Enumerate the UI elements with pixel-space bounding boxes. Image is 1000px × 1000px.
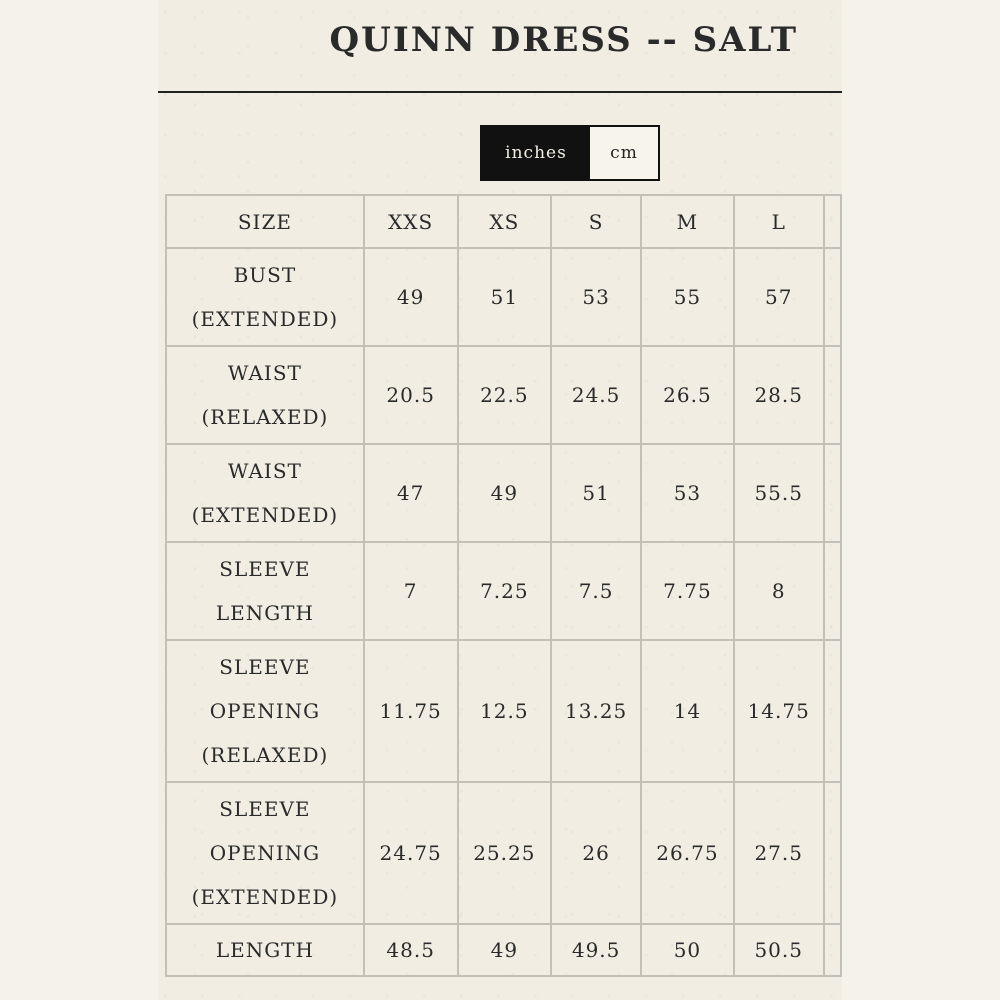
- table-row: [166, 542, 841, 640]
- table-cell: 24.5: [551, 346, 641, 444]
- table-cell: 11.75: [364, 640, 458, 782]
- overflow-cell: [824, 782, 841, 924]
- table-cell: 26.75: [641, 782, 734, 924]
- overflow-cell: [824, 542, 841, 640]
- table-cell: 50.5: [734, 924, 824, 976]
- table-cell: 7.25: [458, 542, 552, 640]
- row-label: [166, 640, 364, 782]
- table-cell: 51: [458, 248, 552, 346]
- table-row: [166, 640, 841, 782]
- size-table-container: [165, 194, 842, 977]
- table-cell: 13.25: [551, 640, 641, 782]
- overflow-cell: [824, 444, 841, 542]
- header-size-label: SIZE: [166, 195, 364, 248]
- table-row: [166, 248, 841, 346]
- table-cell: 55.5: [734, 444, 824, 542]
- table-cell: 49: [458, 924, 552, 976]
- row-label: [166, 444, 364, 542]
- row-label-line: OPENING: [209, 841, 321, 865]
- row-label: [166, 542, 364, 640]
- unit-inches-button[interactable]: inches: [482, 127, 590, 179]
- overflow-cell: [824, 640, 841, 782]
- row-label-line: (RELAXED): [201, 743, 329, 767]
- row-label-line: LENGTH: [215, 601, 314, 625]
- unit-cm-button[interactable]: cm: [590, 127, 658, 179]
- table-cell: 49: [364, 248, 458, 346]
- row-label-line: SLEEVE: [219, 557, 311, 581]
- row-label-line: SLEEVE: [219, 797, 311, 821]
- table-cell: 26: [551, 782, 641, 924]
- row-label-line: SLEEVE: [219, 655, 311, 679]
- table-cell: 14.75: [734, 640, 824, 782]
- row-label: [166, 924, 364, 976]
- size-chart-panel: [158, 0, 842, 1000]
- header-size-xxs: XXS: [364, 195, 458, 248]
- table-cell: 14: [641, 640, 734, 782]
- header-size-m: M: [641, 195, 734, 248]
- table-cell: 24.75: [364, 782, 458, 924]
- row-label-line: LENGTH: [215, 938, 314, 962]
- table-cell: 20.5: [364, 346, 458, 444]
- table-cell: 22.5: [458, 346, 552, 444]
- table-row: [166, 924, 841, 976]
- table-cell: 51: [551, 444, 641, 542]
- table-row: [166, 782, 841, 924]
- page-title: QUINN DRESS -- SALT: [329, 20, 798, 60]
- table-cell: 47: [364, 444, 458, 542]
- row-label-line: (EXTENDED): [191, 307, 339, 331]
- unit-toggle: [480, 125, 660, 181]
- header-size-l: L: [734, 195, 824, 248]
- overflow-cell: [824, 248, 841, 346]
- header-size-s: S: [551, 195, 641, 248]
- table-cell: 26.5: [641, 346, 734, 444]
- header-overflow-cell: [824, 195, 841, 248]
- table-cell: 7: [364, 542, 458, 640]
- table-cell: 27.5: [734, 782, 824, 924]
- row-label-line: (RELAXED): [201, 405, 329, 429]
- table-cell: 28.5: [734, 346, 824, 444]
- table-cell: 49.5: [551, 924, 641, 976]
- table-cell: 7.5: [551, 542, 641, 640]
- row-label-line: BUST: [233, 263, 297, 287]
- row-label: [166, 346, 364, 444]
- table-cell: 49: [458, 444, 552, 542]
- overflow-cell: [824, 346, 841, 444]
- size-table: [165, 194, 842, 977]
- row-label-line: WAIST: [227, 459, 302, 483]
- row-label: [166, 248, 364, 346]
- row-label-line: (EXTENDED): [191, 503, 339, 527]
- row-label-line: WAIST: [227, 361, 302, 385]
- table-cell: 50: [641, 924, 734, 976]
- table-cell: 48.5: [364, 924, 458, 976]
- table-row: [166, 346, 841, 444]
- table-cell: 53: [551, 248, 641, 346]
- overflow-cell: [824, 924, 841, 976]
- table-cell: 55: [641, 248, 734, 346]
- title-divider: [158, 91, 842, 93]
- table-row: [166, 444, 841, 542]
- row-label-line: OPENING: [209, 699, 321, 723]
- table-cell: 8: [734, 542, 824, 640]
- table-cell: 12.5: [458, 640, 552, 782]
- table-cell: 25.25: [458, 782, 552, 924]
- table-cell: 53: [641, 444, 734, 542]
- table-header-row: [166, 195, 841, 248]
- table-cell: 7.75: [641, 542, 734, 640]
- row-label: [166, 782, 364, 924]
- row-label-line: (EXTENDED): [191, 885, 339, 909]
- header-size-xs: XS: [458, 195, 552, 248]
- table-cell: 57: [734, 248, 824, 346]
